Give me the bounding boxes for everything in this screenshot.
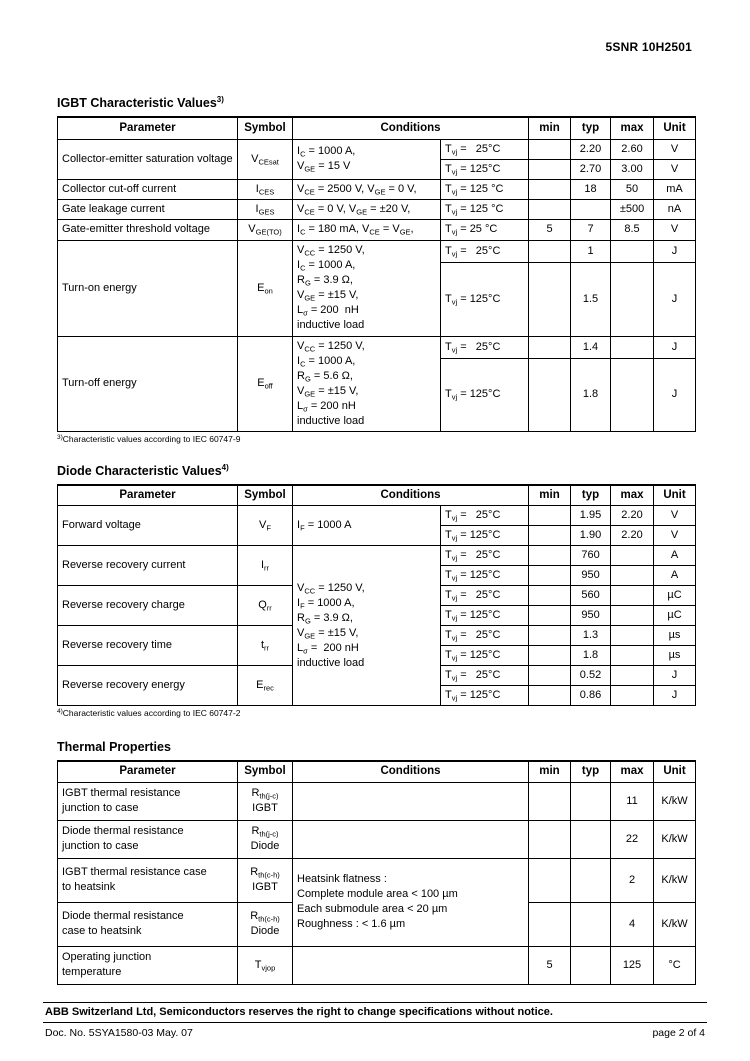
tvj-cell: $T_{vj} = 125^\circ C$	[441, 262, 529, 336]
table-row	[58, 506, 696, 526]
unit-cell: V	[654, 219, 696, 240]
max-cell: ±500	[611, 199, 654, 219]
igbt-section-title	[57, 96, 695, 110]
product-code: 5SNR 10H2501	[605, 40, 692, 54]
table-row	[58, 546, 696, 566]
typ-cell: 950	[571, 606, 611, 626]
table-row	[58, 336, 696, 358]
typ-cell: 1.8	[571, 646, 611, 666]
igbt-header-row	[58, 117, 696, 139]
diode-header-row	[58, 485, 696, 506]
col-header-max: max	[611, 117, 654, 139]
max-cell	[611, 240, 654, 262]
min-cell	[529, 902, 571, 946]
param-cell: Reverse recovery energy	[58, 666, 238, 706]
unit-cell: K/kW	[654, 858, 696, 902]
unit-cell: K/kW	[654, 782, 696, 820]
min-cell	[529, 240, 571, 262]
typ-cell: 18	[571, 179, 611, 199]
min-cell	[529, 782, 571, 820]
min-cell	[529, 858, 571, 902]
col-header-symbol: Symbol	[238, 117, 293, 139]
typ-cell: 1	[571, 240, 611, 262]
conditions-cell: $V_{CC} = 1250$ V, $I_F = 1000$ A, $R_G = 3.9$ Ω, $V_{GE} = \pm 15$ V, $L_\sigma = 200$ nH inductive load	[293, 546, 441, 706]
max-cell	[611, 336, 654, 358]
max-cell: 8.5	[611, 219, 654, 240]
min-cell	[529, 586, 571, 606]
min-cell	[529, 820, 571, 858]
max-cell: 22	[611, 820, 654, 858]
diode-footnote-text: Characteristic values according to IEC 60747-2	[62, 708, 241, 718]
igbt-footnote-ref: 3)	[57, 433, 63, 441]
min-cell	[529, 139, 571, 159]
max-cell	[611, 646, 654, 666]
symbol-cell: $R_{th(c-h)}$ Diode	[238, 902, 293, 946]
tvj-cell: $T_{vj} = 25^\circ C$	[441, 666, 529, 686]
max-cell: 125	[611, 946, 654, 984]
conditions-cell: $V_{CC} = 1250$ V, $I_C = 1000$ A, $R_G = 5.6$ Ω, $V_{GE} = \pm 15$ V, $L_\sigma = 200$ nH inductive load	[293, 336, 441, 431]
igbt-title-text: IGBT Characteristic Values	[57, 96, 217, 110]
typ-cell	[571, 820, 611, 858]
typ-cell	[571, 858, 611, 902]
typ-cell: 1.90	[571, 526, 611, 546]
symbol-cell: $I_{rr}$	[238, 546, 293, 586]
col-header-parameter: Parameter	[58, 485, 238, 506]
max-cell	[611, 546, 654, 566]
min-cell	[529, 336, 571, 358]
unit-cell: A	[654, 546, 696, 566]
param-cell: Collector cut-off current	[58, 179, 238, 199]
col-header-max: max	[611, 485, 654, 506]
col-header-conditions: Conditions	[293, 761, 529, 782]
min-cell	[529, 566, 571, 586]
symbol-cell: $Q_{rr}$	[238, 586, 293, 626]
typ-cell	[571, 199, 611, 219]
param-cell: Turn-off energy	[58, 336, 238, 431]
symbol-cell: $V_{GE(TO)}$	[238, 219, 293, 240]
min-cell	[529, 262, 571, 336]
min-cell	[529, 506, 571, 526]
symbol-cell: $T_{vjop}$	[238, 946, 293, 984]
max-cell	[611, 666, 654, 686]
min-cell: 5	[529, 219, 571, 240]
tvj-cell: $T_{vj} = 25^\circ C$	[441, 506, 529, 526]
igbt-title-footnote-ref: 3)	[216, 95, 224, 104]
unit-cell: J	[654, 666, 696, 686]
unit-cell: µC	[654, 606, 696, 626]
unit-cell: µs	[654, 646, 696, 666]
unit-cell: V	[654, 159, 696, 179]
max-cell: 2.20	[611, 506, 654, 526]
typ-cell: 950	[571, 566, 611, 586]
typ-cell	[571, 902, 611, 946]
param-cell: IGBT thermal resistance junction to case	[58, 782, 238, 820]
col-header-conditions: Conditions	[293, 485, 529, 506]
typ-cell: 1.5	[571, 262, 611, 336]
footer-notice: ABB Switzerland Ltd, Semiconductors reserves the right to change specifications without notice.	[43, 1002, 707, 1023]
footer-doc-row	[43, 1023, 707, 1039]
thermal-table	[57, 760, 696, 985]
unit-cell: V	[654, 139, 696, 159]
param-cell: IGBT thermal resistance case to heatsink	[58, 858, 238, 902]
diode-table	[57, 484, 696, 707]
unit-cell: J	[654, 358, 696, 431]
max-cell: 3.00	[611, 159, 654, 179]
param-cell: Forward voltage	[58, 506, 238, 546]
max-cell	[611, 686, 654, 706]
col-header-conditions: Conditions	[293, 117, 529, 139]
tvj-cell: $T_{vj} = 25$ °C	[441, 219, 529, 240]
conditions-cell	[293, 782, 529, 820]
max-cell: 50	[611, 179, 654, 199]
symbol-cell: $E_{on}$	[238, 240, 293, 336]
tvj-cell: $T_{vj} = 125$ °C	[441, 199, 529, 219]
col-header-min: min	[529, 485, 571, 506]
param-cell: Reverse recovery charge	[58, 586, 238, 626]
col-header-unit: Unit	[654, 117, 696, 139]
max-cell	[611, 606, 654, 626]
min-cell	[529, 159, 571, 179]
typ-cell: 1.4	[571, 336, 611, 358]
conditions-cell: Heatsink flatness : Complete module area < 100 µm Each submodule area < 20 µm Roughness : < 1.6 µm	[293, 858, 529, 946]
typ-cell: 2.20	[571, 139, 611, 159]
col-header-typ: typ	[571, 761, 611, 782]
table-row	[58, 782, 696, 820]
table-row	[58, 219, 696, 240]
symbol-cell: $V_{CEsat}$	[238, 139, 293, 179]
conditions-cell: $V_{CC} = 1250$ V, $I_C = 1000$ A, $R_G = 3.9$ Ω, $V_{GE} = \pm 15$ V, $L_\sigma = 200$ nH inductive load	[293, 240, 441, 336]
thermal-section-title	[57, 740, 695, 754]
col-header-min: min	[529, 117, 571, 139]
footer-doc-number: Doc. No. 5SYA1580-03 May. 07	[45, 1027, 193, 1039]
table-row	[58, 139, 696, 159]
typ-cell: 760	[571, 546, 611, 566]
param-cell: Reverse recovery current	[58, 546, 238, 586]
symbol-cell: $R_{th(j-c)}$ IGBT	[238, 782, 293, 820]
unit-cell: K/kW	[654, 820, 696, 858]
unit-cell: A	[654, 566, 696, 586]
col-header-parameter: Parameter	[58, 117, 238, 139]
diode-title-footnote-ref: 4)	[221, 462, 229, 472]
min-cell	[529, 646, 571, 666]
min-cell	[529, 686, 571, 706]
max-cell: 4	[611, 902, 654, 946]
max-cell	[611, 358, 654, 431]
min-cell	[529, 606, 571, 626]
footer-page-indicator: page 2 of 4	[652, 1027, 705, 1039]
col-header-unit: Unit	[654, 761, 696, 782]
max-cell	[611, 626, 654, 646]
max-cell: 2.60	[611, 139, 654, 159]
diode-footnote	[57, 708, 695, 718]
diode-title-text: Diode Characteristic Values	[57, 463, 222, 478]
typ-cell: 1.3	[571, 626, 611, 646]
col-header-symbol: Symbol	[238, 485, 293, 506]
unit-cell: K/kW	[654, 902, 696, 946]
min-cell	[529, 179, 571, 199]
tvj-cell: $T_{vj} = 125$ °C	[441, 179, 529, 199]
symbol-cell: $I_{CES}$	[238, 179, 293, 199]
diode-section-title	[57, 464, 695, 478]
typ-cell: 0.86	[571, 686, 611, 706]
unit-cell: V	[654, 526, 696, 546]
unit-cell: nA	[654, 199, 696, 219]
min-cell	[529, 358, 571, 431]
thermal-header-row	[58, 761, 696, 782]
diode-footnote-ref: 4)	[57, 708, 63, 715]
igbt-footnote	[57, 434, 695, 444]
symbol-cell: $E_{rec}$	[238, 666, 293, 706]
page-footer	[43, 1002, 707, 1039]
col-header-parameter: Parameter	[58, 761, 238, 782]
symbol-cell: $R_{th(j-c)}$ Diode	[238, 820, 293, 858]
thermal-title-text: Thermal Properties	[57, 740, 171, 754]
conditions-cell: $I_F = 1000$ A	[293, 506, 441, 546]
symbol-cell: $R_{th(c-h)}$ IGBT	[238, 858, 293, 902]
table-row	[58, 240, 696, 262]
igbt-table	[57, 116, 696, 432]
symbol-cell: $t_{rr}$	[238, 626, 293, 666]
col-header-symbol: Symbol	[238, 761, 293, 782]
typ-cell: 0.52	[571, 666, 611, 686]
tvj-cell: $T_{vj} = 125^\circ C$	[441, 646, 529, 666]
max-cell: 11	[611, 782, 654, 820]
min-cell	[529, 546, 571, 566]
max-cell	[611, 566, 654, 586]
col-header-max: max	[611, 761, 654, 782]
col-header-typ: typ	[571, 117, 611, 139]
typ-cell: 7	[571, 219, 611, 240]
min-cell	[529, 526, 571, 546]
tvj-cell: $T_{vj} = 125^\circ C$	[441, 358, 529, 431]
unit-cell: J	[654, 336, 696, 358]
tvj-cell: $T_{vj} = 25^\circ C$	[441, 586, 529, 606]
unit-cell: V	[654, 506, 696, 526]
param-cell: Diode thermal resistance junction to case	[58, 820, 238, 858]
table-row	[58, 179, 696, 199]
max-cell	[611, 262, 654, 336]
param-cell: Collector-emitter saturation voltage	[58, 139, 238, 179]
table-row	[58, 820, 696, 858]
tvj-cell: $T_{vj} = 25^\circ C$	[441, 546, 529, 566]
typ-cell: 1.8	[571, 358, 611, 431]
tvj-cell: $T_{vj} = 25^\circ C$	[441, 336, 529, 358]
conditions-cell: $I_C = 180$ mA, $V_{CE} = V_{GE}$,	[293, 219, 441, 240]
min-cell	[529, 666, 571, 686]
unit-cell: J	[654, 686, 696, 706]
tvj-cell: $T_{vj} = 125^\circ C$	[441, 606, 529, 626]
conditions-cell: $V_{CE} = 0$ V, $V_{GE} = \pm 20$ V,	[293, 199, 441, 219]
unit-cell: µC	[654, 586, 696, 606]
typ-cell: 2.70	[571, 159, 611, 179]
param-cell: Operating junction temperature	[58, 946, 238, 984]
tvj-cell: $T_{vj} = 25^\circ C$	[441, 240, 529, 262]
col-header-min: min	[529, 761, 571, 782]
typ-cell: 1.95	[571, 506, 611, 526]
param-cell: Turn-on energy	[58, 240, 238, 336]
min-cell	[529, 199, 571, 219]
conditions-cell: $I_C = 1000$ A, $V_{GE} = 15$ V	[293, 139, 441, 179]
unit-cell: mA	[654, 179, 696, 199]
igbt-footnote-text: Characteristic values according to IEC 60747-9	[62, 433, 241, 444]
conditions-cell: $V_{CE} = 2500$ V, $V_{GE} = 0$ V,	[293, 179, 441, 199]
typ-cell	[571, 946, 611, 984]
unit-cell: J	[654, 240, 696, 262]
table-row	[58, 199, 696, 219]
table-row	[58, 858, 696, 902]
typ-cell: 560	[571, 586, 611, 606]
tvj-cell: $T_{vj} = 125^\circ C$	[441, 686, 529, 706]
unit-cell: µs	[654, 626, 696, 646]
min-cell	[529, 626, 571, 646]
table-row	[58, 946, 696, 984]
min-cell: 5	[529, 946, 571, 984]
max-cell: 2	[611, 858, 654, 902]
symbol-cell: $I_{GES}$	[238, 199, 293, 219]
param-cell: Reverse recovery time	[58, 626, 238, 666]
conditions-cell	[293, 820, 529, 858]
tvj-cell: $T_{vj} = 25^\circ C$	[441, 626, 529, 646]
param-cell: Gate-emitter threshold voltage	[58, 219, 238, 240]
tvj-cell: $T_{vj} = 125^\circ C$	[441, 526, 529, 546]
col-header-unit: Unit	[654, 485, 696, 506]
unit-cell: °C	[654, 946, 696, 984]
param-cell: Diode thermal resistance case to heatsink	[58, 902, 238, 946]
conditions-cell	[293, 946, 529, 984]
param-cell: Gate leakage current	[58, 199, 238, 219]
max-cell	[611, 586, 654, 606]
unit-cell: J	[654, 262, 696, 336]
symbol-cell: $E_{off}$	[238, 336, 293, 431]
max-cell: 2.20	[611, 526, 654, 546]
col-header-typ: typ	[571, 485, 611, 506]
tvj-cell: $T_{vj} = 125^\circ C$	[441, 159, 529, 179]
symbol-cell: $V_F$	[238, 506, 293, 546]
tvj-cell: $T_{vj} = 25^\circ C$	[441, 139, 529, 159]
page-content	[57, 96, 695, 985]
tvj-cell: $T_{vj} = 125^\circ C$	[441, 566, 529, 586]
typ-cell	[571, 782, 611, 820]
